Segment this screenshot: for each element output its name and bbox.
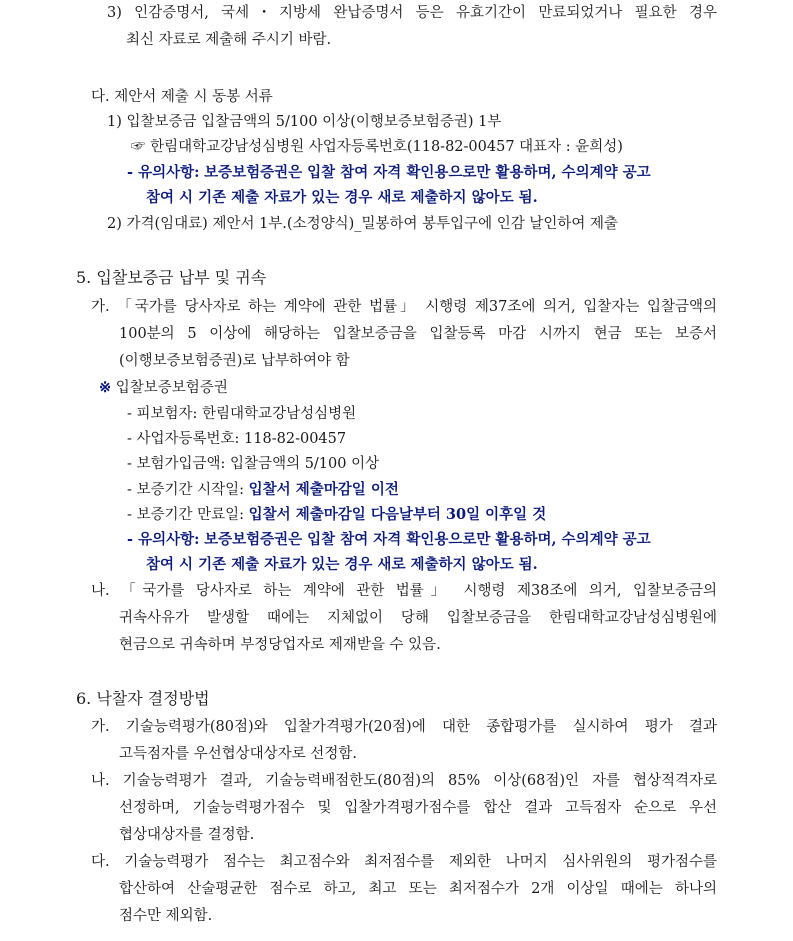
s5-na-line3: 현금으로 귀속하며 부정당업자로 제재받을 수 있음. [119,637,441,653]
section5-title: 5. 입찰보증금 납부 및 귀속 [76,268,267,287]
s5-note-line1 [127,530,651,550]
s5-start-value: 입찰서 제출마감일 이전 [248,481,399,498]
s5-ga-line2: 100분의 5 이상에 해당하는 입찰보증금을 입찰등록 마감 시까지 현금 또는 보증서 [119,326,717,342]
s5-ref-heading [99,378,228,398]
da-item2: 2) 가격(임대료) 제안서 1부.(소정양식)_밀봉하여 봉투입구에 인감 날인하여 제출 [107,216,619,232]
reference-mark-icon: ※ [99,379,112,396]
da-biz-text: 한림대학교강남성심병원 사업자등록번호(118-82-00457 대표자 : 윤희성) [150,139,623,155]
s5-na-line2: 귀속사유가 발생할 때에는 지체없이 당해 입찰보증금을 한림대학교강남성심병원에 [119,610,717,626]
s6-na-line1: 나. 기술능력평가 결과, 기술능력배점한도(80점)의 85% 이상(68점)인 자를 협상적격자로 [91,773,717,789]
s6-ga-line2: 고득점자를 우선협상대상자로 선정함. [119,746,357,762]
da-note-line2: 참여 시 기존 제출 자료가 있는 경우 새로 제출하지 않아도 됨. [146,189,538,206]
item3-line1: 3) 인감증명서, 국세・지방세 완납증명서 등은 유효기간이 만료되었거나 필요한 경우 [107,5,717,21]
s5-insured: - 피보험자: 한림대학교강남성심병원 [127,406,357,422]
s5-amount: - 보험가입금액: 입찰금액의 5/100 이상 [127,456,380,472]
section6-title: 6. 낙찰자 결정방법 [76,689,210,708]
s5-ga-line3: (이행보증보험증권)로 납부하여야 함 [119,353,350,369]
da-item1: 1) 입찰보증금 입찰금액의 5/100 이상(이행보증보험증권) 1부 [107,114,502,130]
s5-ref-title: 입찰보증보험증권 [115,380,228,396]
da-note-prefix: - 유의사항: [127,164,200,181]
s5-start [127,480,399,500]
hand-pointer-icon: ☞ [131,139,146,155]
s6-na-line3: 협상대상자를 결정함. [119,827,255,843]
s6-da-line1: 다. 기술능력평가 점수는 최고점수와 최저점수를 제외한 나머지 심사위원의 평가점수를 [91,854,717,870]
s5-start-label: - 보증기간 시작일: [127,482,245,498]
s6-da-line3: 점수만 제외함. [119,908,213,924]
s5-end [127,505,546,525]
s6-da-line2: 합산하여 산술평균한 점수로 하고, 최고 또는 최저점수가 2개 이상일 때에는 하나의 [119,881,717,897]
s5-end-label: - 보증기간 만료일: [127,507,245,523]
s6-ga-line1: 가. 기술능력평가(80점)와 입찰가격평가(20점)에 대한 종합평가를 실시하여 평가 결과 [91,719,717,735]
s5-note-line2: 참여 시 기존 제출 자료가 있는 경우 새로 제출하지 않아도 됨. [146,556,538,573]
s5-na-line1: 나. 「국가를 당사자로 하는 계약에 관한 법률」 시행령 제38조에 의거, 입찰보증금의 [91,583,717,599]
da-heading: 다. 제안서 제출 시 동봉 서류 [91,89,273,105]
s5-ga-line1: 가. 「국가를 당사자로 하는 계약에 관한 법률」 시행령 제37조에 의거, 입찰자는 입찰금액의 [91,299,717,315]
s5-biz-no: - 사업자등록번호: 118-82-00457 [127,431,347,447]
da-biz-line [131,137,623,157]
s5-note-text1: 보증보험증권은 입찰 참여 자격 확인용으로만 활용하며, 수의계약 공고 [204,531,651,548]
da-note-text1: 보증보험증권은 입찰 참여 자격 확인용으로만 활용하며, 수의계약 공고 [204,164,651,181]
s5-end-value: 입찰서 제출마감일 다음날부터 30일 이후일 것 [248,506,547,523]
s5-note-prefix: - 유의사항: [127,531,200,548]
s6-na-line2: 선정하며, 기술능력평가점수 및 입찰가격평가점수를 합산 결과 고득점자 순으로 우선 [119,800,717,816]
da-note-line1 [127,163,651,183]
item3-line2: 최신 자료로 제출해 주시기 바람. [126,32,332,48]
